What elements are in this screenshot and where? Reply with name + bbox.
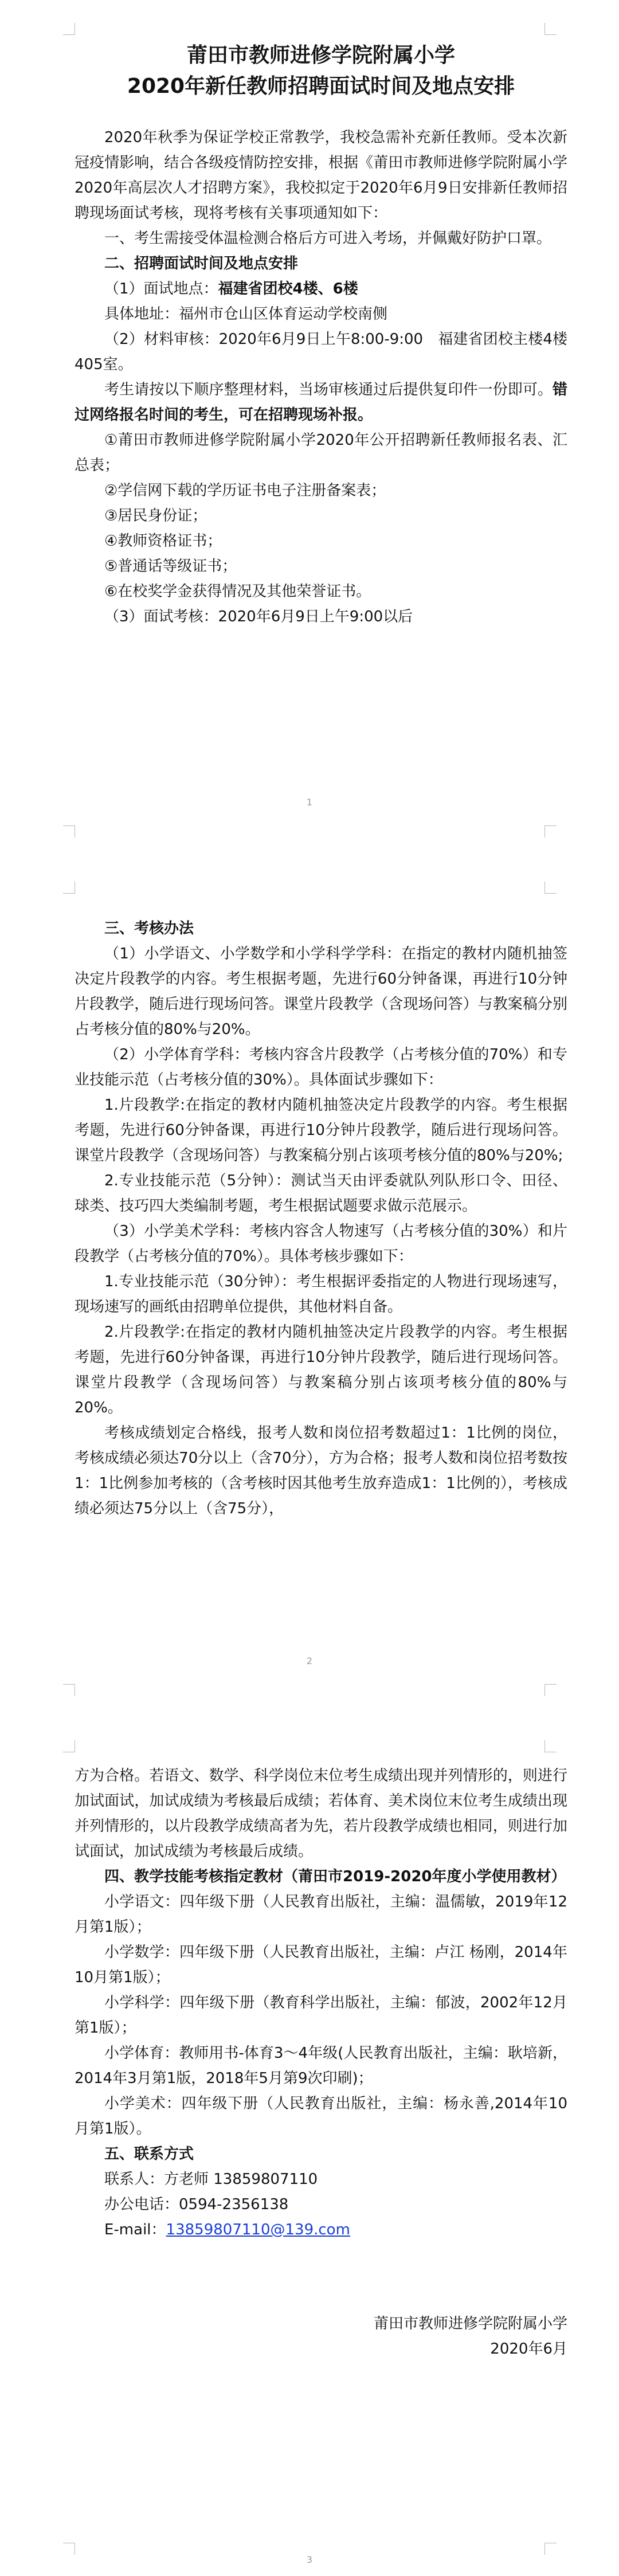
page-1-content — [75, 40, 567, 629]
interview-address: 具体地址：福州市仓山区体育运动学校南侧 — [104, 306, 388, 323]
page-corner-mark — [544, 825, 557, 837]
section-2-heading: 二、招聘面试时间及地点安排 — [104, 255, 299, 272]
page-corner-mark — [544, 1684, 557, 1696]
document-title-line-2: 2020年新任教师招聘面试时间及地点安排 — [127, 75, 515, 98]
document-page-1 — [0, 0, 619, 859]
signature-date: 2020年6月 — [490, 2340, 567, 2358]
email-label: E-mail： — [104, 2221, 166, 2238]
page-corner-mark — [63, 23, 75, 35]
interview-location-label: （1）面试地点： — [104, 280, 218, 297]
section-1-text: 一、考生需接受体温检测合格后方可进入考场，并佩戴好防护口罩。 — [104, 230, 552, 247]
email-line — [75, 2217, 567, 2242]
office-phone: 办公电话：0594-2356138 — [104, 2196, 289, 2213]
contact-person: 联系人：方老师 13859807110 — [104, 2171, 318, 2188]
page-corner-mark — [544, 2543, 557, 2555]
method-pe: （2）小学体育学科：考核内容含片段教学（占考核分值的70%）和专业技能示范（占考核分值的30%）。具体面试步骤如下： — [75, 1046, 567, 1089]
page-number: 3 — [306, 2554, 313, 2565]
material-item-2: ②学信网下载的学历证书电子注册备案表； — [104, 482, 386, 499]
material-item-4: ④教师资格证书； — [104, 533, 222, 550]
page-corner-mark — [63, 1684, 75, 1696]
section-4-heading: 四、教学技能考核指定教材（莆田市2019-2020年度小学使用教材） — [104, 1868, 566, 1885]
material-item-1: ①莆田市教师进修学院附属小学2020年公开招聘新任教师报名表、汇总表； — [75, 432, 567, 474]
page-2-content — [75, 916, 567, 1521]
signature-organization: 莆田市教师进修学院附属小学 — [373, 2315, 567, 2332]
interview-location-value: 福建省团校4楼、6楼 — [218, 280, 358, 297]
textbook-science: 小学科学：四年级下册（教育科学出版社，主编：郁波，2002年12月第1版）； — [75, 1994, 567, 2037]
email-link[interactable]: 13859807110@139.com — [166, 2221, 350, 2238]
section-5-heading: 五、联系方式 — [104, 2146, 194, 2163]
page-corner-mark — [63, 2543, 75, 2555]
method-art-step-2: 2.片段教学:在指定的教材内随机抽签决定片段教学的内容。考生根据考题，先进行60分钟备课，再进行10分钟片段教学，随后进行现场问答。课堂片段教学（含现场问答）与教案稿分别占该项考核分值的80%与20%。 — [75, 1324, 567, 1416]
page-number: 1 — [306, 797, 313, 808]
page-corner-mark — [63, 825, 75, 837]
material-item-3: ③居民身份证； — [104, 507, 207, 524]
material-note — [75, 377, 567, 428]
section-3-heading: 三、考核办法 — [104, 920, 194, 937]
page-corner-mark — [544, 23, 557, 35]
textbook-chinese: 小学语文：四年级下册（人民教育出版社，主编：温儒敏，2019年12月第1版）； — [75, 1893, 567, 1936]
score-rule-part-1: 考核成绩划定合格线，报考人数和岗位招考数超过1：1比例的岗位，考核成绩必须达70分以上（含70分），方为合格；报考人数和岗位招考数按1：1比例参加考核的（含考核时因其他考生放弃造成1：1比例的），考核成绩必须达75分以上（含75分）， — [75, 1424, 567, 1517]
page-corner-mark — [63, 1740, 75, 1752]
textbook-pe: 小学体育：教师用书-体育3～4年级(人民教育出版社，主编：耿培新，2014年3月第1版，2018年5月第9次印刷)； — [75, 2045, 567, 2087]
document-page-3 — [0, 1717, 619, 2576]
document-title-line-1: 莆田市教师进修学院附属小学 — [186, 44, 455, 67]
page-corner-mark — [544, 882, 557, 894]
late-registration-note: 错过网络报名时间的考生，可在招聘现场补报。 — [75, 381, 567, 424]
method-pe-step-1: 1.片段教学:在指定的教材内随机抽签决定片段教学的内容。考生根据考题，先进行60分钟备课，再进行10分钟片段教学，随后进行现场问答。课堂片段教学（含现场问答）与教案稿分别占该项考核分值的80%与20%; — [75, 1097, 567, 1164]
interview-location — [75, 276, 567, 302]
document-page-2 — [0, 859, 619, 1717]
textbook-math: 小学数学：四年级下册（人民教育出版社，主编：卢江 杨刚，2014年10月第1版）； — [75, 1944, 567, 1986]
page-corner-mark — [63, 882, 75, 894]
method-art: （3）小学美术学科：考核内容含人物速写（占考核分值的30%）和片段教学（占考核分值的70%）。具体考核步骤如下： — [75, 1223, 567, 1265]
intro-paragraph: 2020年秋季为保证学校正常教学，我校急需补充新任教师。受本次新冠疫情影响，结合各级疫情防控安排，根据《莆田市教师进修学院附属小学2020年高层次人才招聘方案》，我校拟定于2020年6月9日安排新任教师招聘现场面试考核，现将考核有关事项通知如下： — [75, 129, 567, 222]
material-item-5: ⑤普通话等级证书； — [104, 558, 237, 575]
method-art-step-1: 1.专业技能示范（30分钟）：考生根据评委指定的人物进行现场速写，现场速写的画纸由招聘单位提供，其他材料自备。 — [75, 1273, 567, 1316]
page-corner-mark — [544, 1740, 557, 1752]
material-review: （2）材料审核：2020年6月9日上午8:00-9:00 福建省团校主楼4楼405室。 — [75, 331, 567, 373]
score-rule-part-2: 方为合格。若语文、数学、科学岗位末位考生成绩出现并列情形的，则进行加试面试，加试成绩为考核最后成绩；若体育、美术岗位末位考生成绩出现并列情形的，以片段教学成绩高者为先，若片段教学成绩也相同，则进行加试面试，加试成绩为考核最后成绩。 — [75, 1767, 567, 1860]
page-3-content — [75, 1763, 567, 2362]
method-chinese-math-science: （1）小学语文、小学数学和小学科学学科：在指定的教材内随机抽签决定片段教学的内容。考生根据考题，先进行60分钟备课，再进行10分钟片段教学，随后进行现场问答。课堂片段教学（含现场问答）与教案稿分别占考核分值的80%与20%。 — [75, 945, 567, 1038]
page-number: 2 — [306, 1655, 313, 1666]
material-item-6: ⑥在校奖学金获得情况及其他荣誉证书。 — [104, 583, 371, 600]
material-note-text: 考生请按以下顺序整理材料，当场审核通过后提供复印件一份即可。 — [104, 381, 553, 398]
textbook-art: 小学美术：四年级下册（人民教育出版社，主编：杨永善,2014年10月第1版）。 — [75, 2095, 567, 2137]
interview-time: （3）面试考核：2020年6月9日上午9:00以后 — [104, 608, 413, 625]
method-pe-step-2: 2.专业技能示范（5分钟）：测试当天由评委就队列队形口令、田径、球类、技巧四大类编制考题，考生根据试题要求做示范展示。 — [75, 1172, 567, 1215]
